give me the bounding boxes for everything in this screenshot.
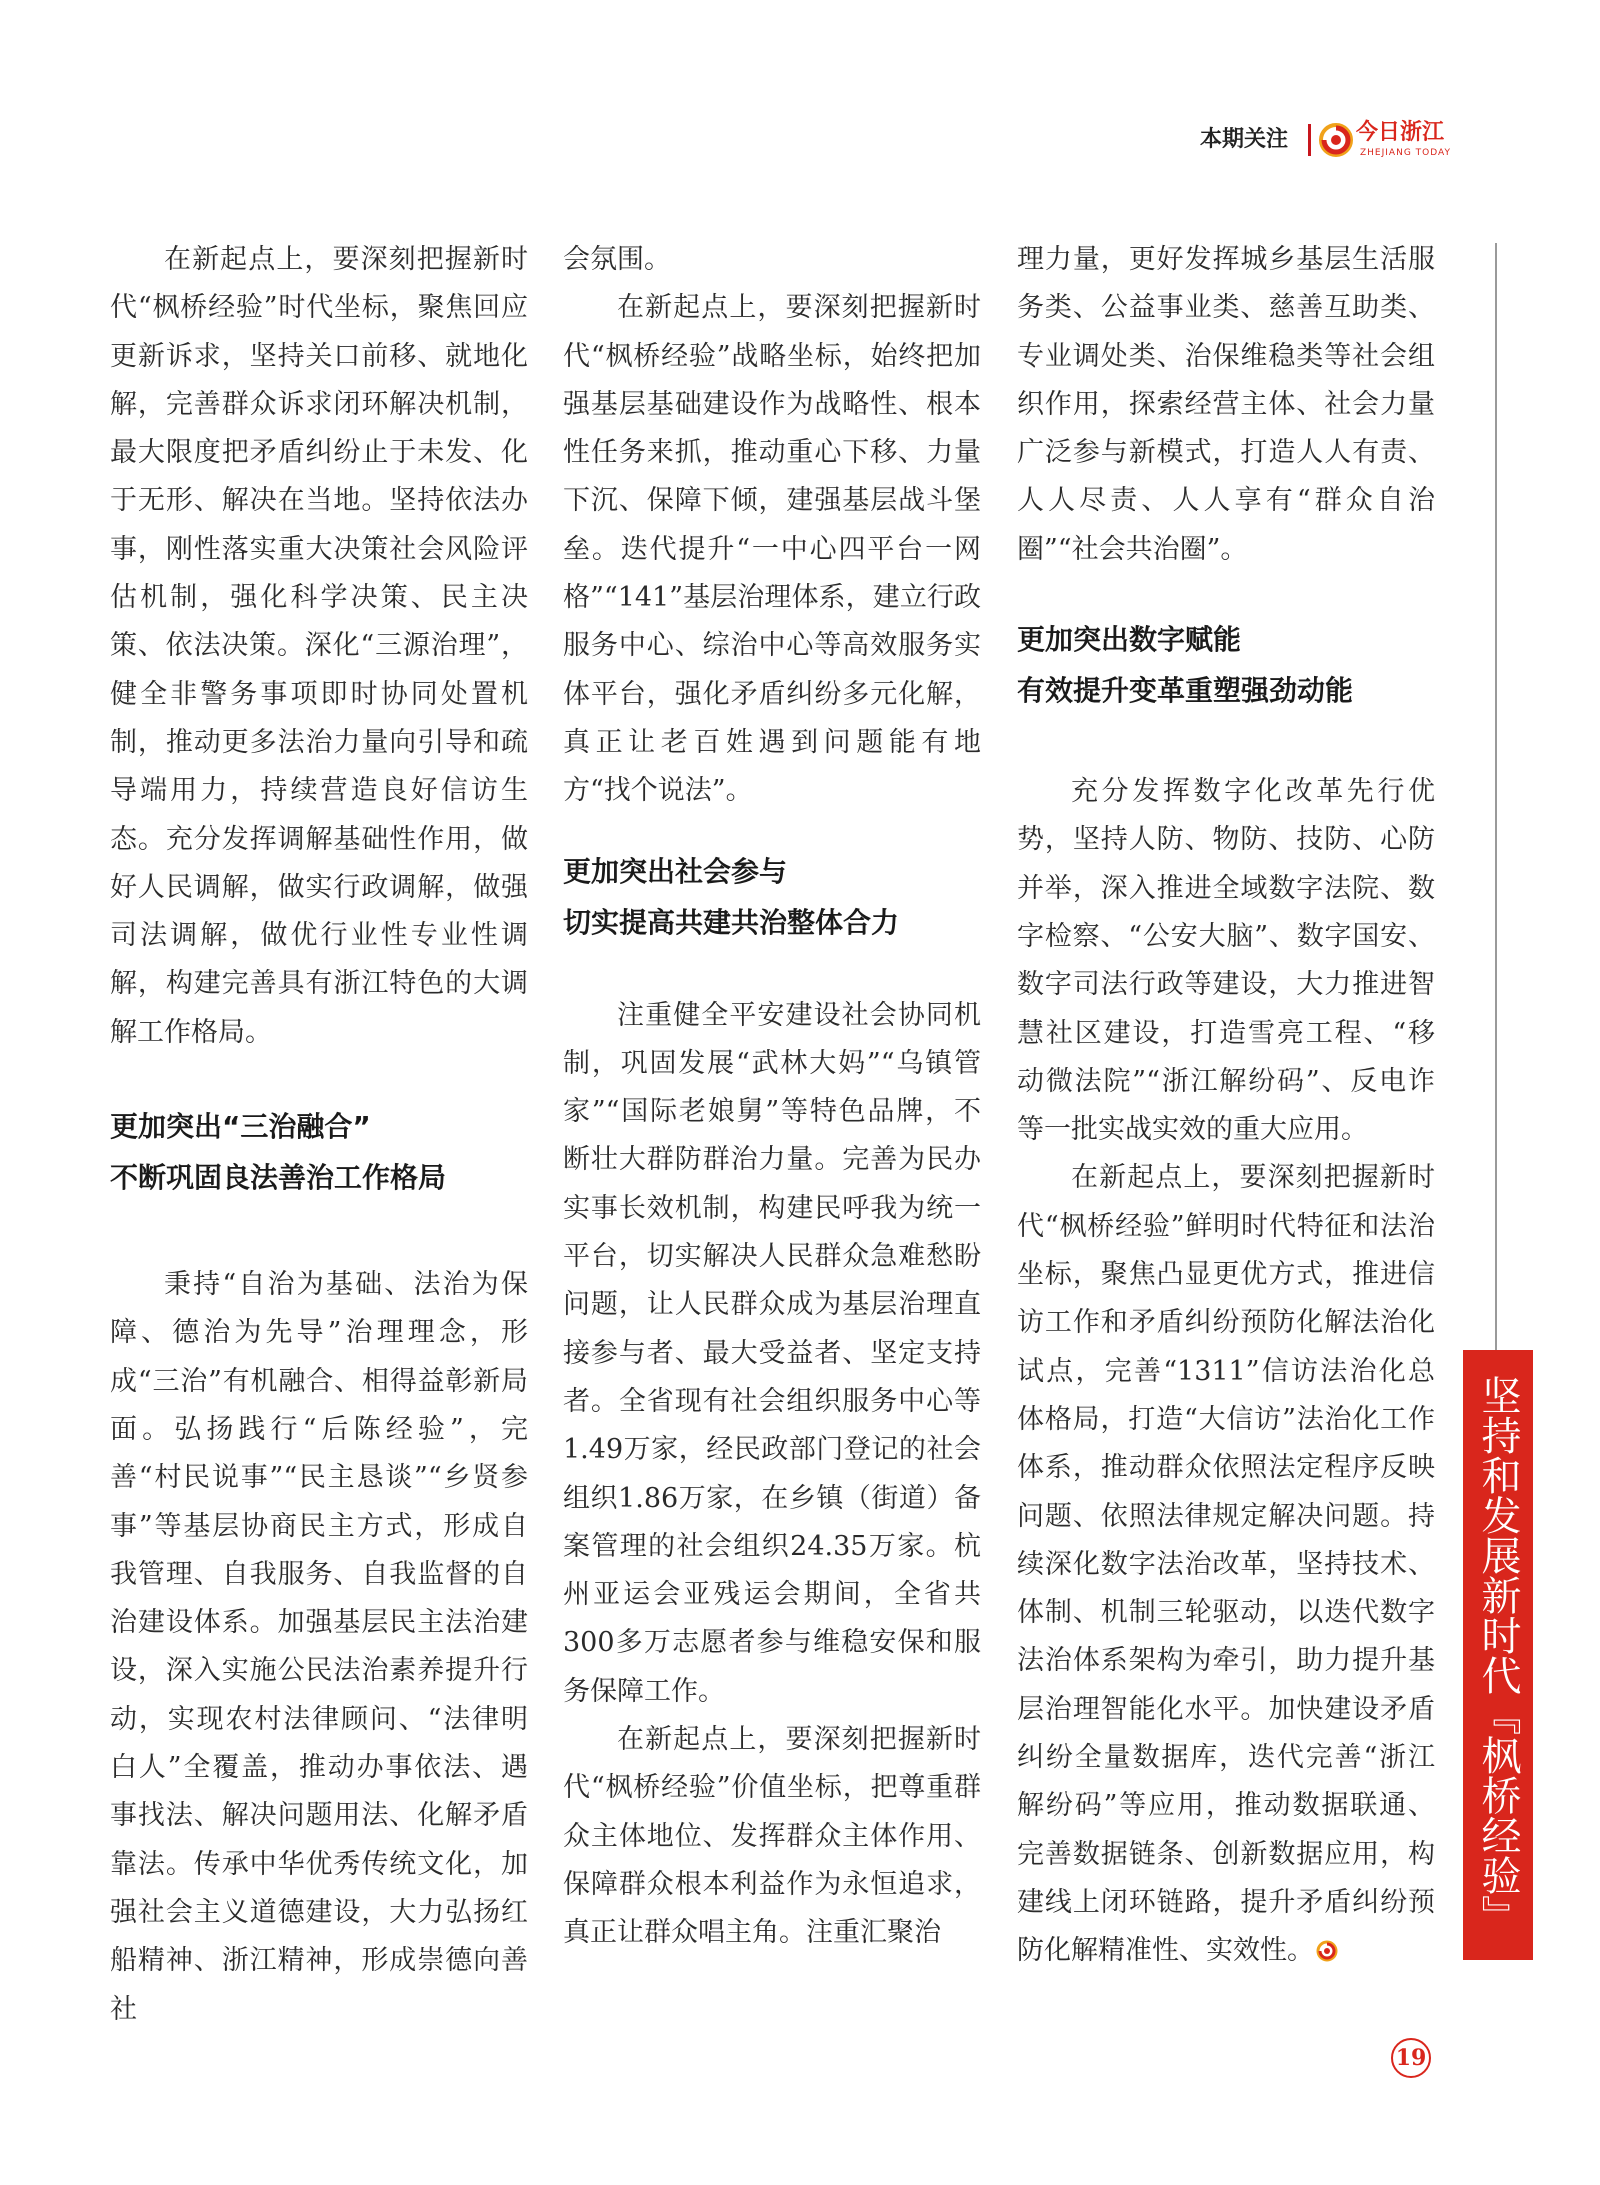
paragraph: 秉持“自治为基础、法治为保障、德治为先导”治理理念，形成“三治”有机融合、相得益彰新局面。弘扬践行“后陈经验”，完善“村民说事”“民主恳谈”“乡贤参事”等基层协商民主方式，形成自我管理、自我服务、自我监督的自治建设体系。加强基层民主法治建设，深入实施公民法治素养提升行动，实现农村法律顾问、“法律明白人”全覆盖，推动办事依法、遇事找法、解决问题用法、化解矛盾靠法。传承中华优秀传统文化，加强社会主义道德建设，大力弘扬红船精神、浙江精神，形成崇德向善社	[110, 1269, 528, 2025]
sidebar-topic-text: 坚持和发展新时代『枫桥经验』	[1475, 1375, 1521, 1935]
paragraph: 充分发挥数字化改革先行优势，坚持人防、物防、技防、心防并举，深入推进全域数字法院、数字检察、“公安大脑”、数字国安、数字司法行政等建设，大力推进智慧社区建设，打造雪亮工程、“移动微法院”“浙江解纷码”、反电诈等一批实战实效的重大应用。	[1017, 776, 1435, 1146]
article-column-2	[563, 236, 981, 1958]
heading-line: 更加突出“三治融合”	[110, 1110, 371, 1144]
end-mark-icon	[1316, 1940, 1338, 1962]
heading-line: 更加突出社会参与	[563, 854, 788, 888]
page-number: 19	[1391, 2038, 1431, 2078]
paragraph: 在新起点上，要深刻把握新时代“枫桥经验”价值坐标，把尊重群众主体地位、发挥群众主体作用、保障群众根本利益作为永恒追求，真正让群众唱主角。注重汇聚治	[563, 1724, 981, 1949]
paragraph-continuation: 会氛围。	[563, 244, 671, 275]
paragraph-continuation: 理力量，更好发挥城乡基层生活服务类、公益事业类、慈善互助类、专业调处类、治保维稳类等社会组织作用，探索经营主体、社会力量广泛参与新模式，打造人人有责、人人尽责、人人享有“群众自治圈”“社会共治圈”。	[1017, 244, 1435, 565]
article-column-1	[110, 236, 528, 2034]
logo-english-text: ZHEJIANG TODAY	[1360, 148, 1451, 158]
logo-chinese-text: 今日浙江	[1356, 120, 1445, 145]
header-divider	[1308, 124, 1311, 156]
paragraph: 在新起点上，要深刻把握新时代“枫桥经验”时代坐标，聚焦回应更新诉求，坚持关口前移、就地化解，完善群众诉求闭环解决机制，最大限度把矛盾纠纷止于未发、化于无形、解决在当地。坚持依法办事，刚性落实重大决策社会风险评估机制，强化科学决策、民主决策、依法决策。深化“三源治理”，健全非警务事项即时协同处置机制，推动更多法治力量向引导和疏导端用力，持续营造良好信访生态。充分发挥调解基础性作用，做好人民调解，做实行政调解，做强司法调解，做优行业性专业性调解，构建完善具有浙江特色的大调解工作格局。	[110, 244, 528, 1048]
paragraph	[1017, 1154, 1435, 1975]
section-label: 本期关注	[1200, 127, 1289, 152]
logo-swirl-icon	[1318, 122, 1354, 158]
heading-line: 有效提升变革重塑强劲动能	[1017, 674, 1354, 708]
heading-line: 更加突出数字赋能	[1017, 623, 1242, 657]
section-heading	[563, 846, 981, 948]
paragraph-text: 在新起点上，要深刻把握新时代“枫桥经验”鲜明时代特征和法治坐标，聚焦凸显更优方式，推进信访工作和矛盾纠纷预防化解法治化试点，完善“1311”信访法治化总体格局，打造“大信访”法治化工作体系，推动群众依照法定程序反映问题、依照法律规定解决问题。持续深化数字法治改革，坚持技术、体制、机制三轮驱动，以迭代数字法治体系架构为牵引，助力提升基层治理智能化水平。加快建设矛盾纠纷全量数据库，迭代完善“浙江解纷码”等应用，推动数据联通、完善数据链条、创新数据应用，构建线上闭环链路，提升矛盾纠纷预防化解精准性、实效性。	[1017, 1162, 1435, 1967]
paragraph: 注重健全平安建设社会协同机制，巩固发展“武林大妈”“乌镇管家”“国际老娘舅”等特色品牌，不断壮大群防群治力量。完善为民办实事长效机制，构建民呼我为统一平台，切实解决人民群众急难愁盼问题，让人民群众成为基层治理直接参与者、最大受益者、坚定支持者。全省现有社会组织服务中心等1.49万家，经民政部门登记的社会组织1.86万家，在乡镇（街道）备案管理的社会组织24.35万家。杭州亚运会亚残运会期间，全省共300多万志愿者参与维稳安保和服务保障工作。	[563, 999, 981, 1707]
section-heading	[110, 1101, 528, 1203]
paragraph: 在新起点上，要深刻把握新时代“枫桥经验”战略坐标，始终把加强基层基础建设作为战略性、根本性任务来抓，推动重心下移、力量下沉、保障下倾，建强基层战斗堡垒。迭代提升“一中心四平台一网格”“141”基层治理体系，建立行政服务中心、综治中心等高效服务实体平台，强化矛盾纠纷多元化解，真正让老百姓遇到问题能有地方“找个说法”。	[563, 292, 981, 807]
section-heading	[1017, 614, 1435, 716]
sidebar-rule	[1495, 243, 1497, 1351]
heading-line: 切实提高共建共治整体合力	[563, 905, 900, 939]
heading-line: 不断巩固良法善治工作格局	[110, 1161, 447, 1195]
magazine-logo	[1318, 118, 1488, 162]
article-column-3	[1017, 236, 1435, 1976]
sidebar-topic-tag	[1463, 1350, 1533, 1960]
